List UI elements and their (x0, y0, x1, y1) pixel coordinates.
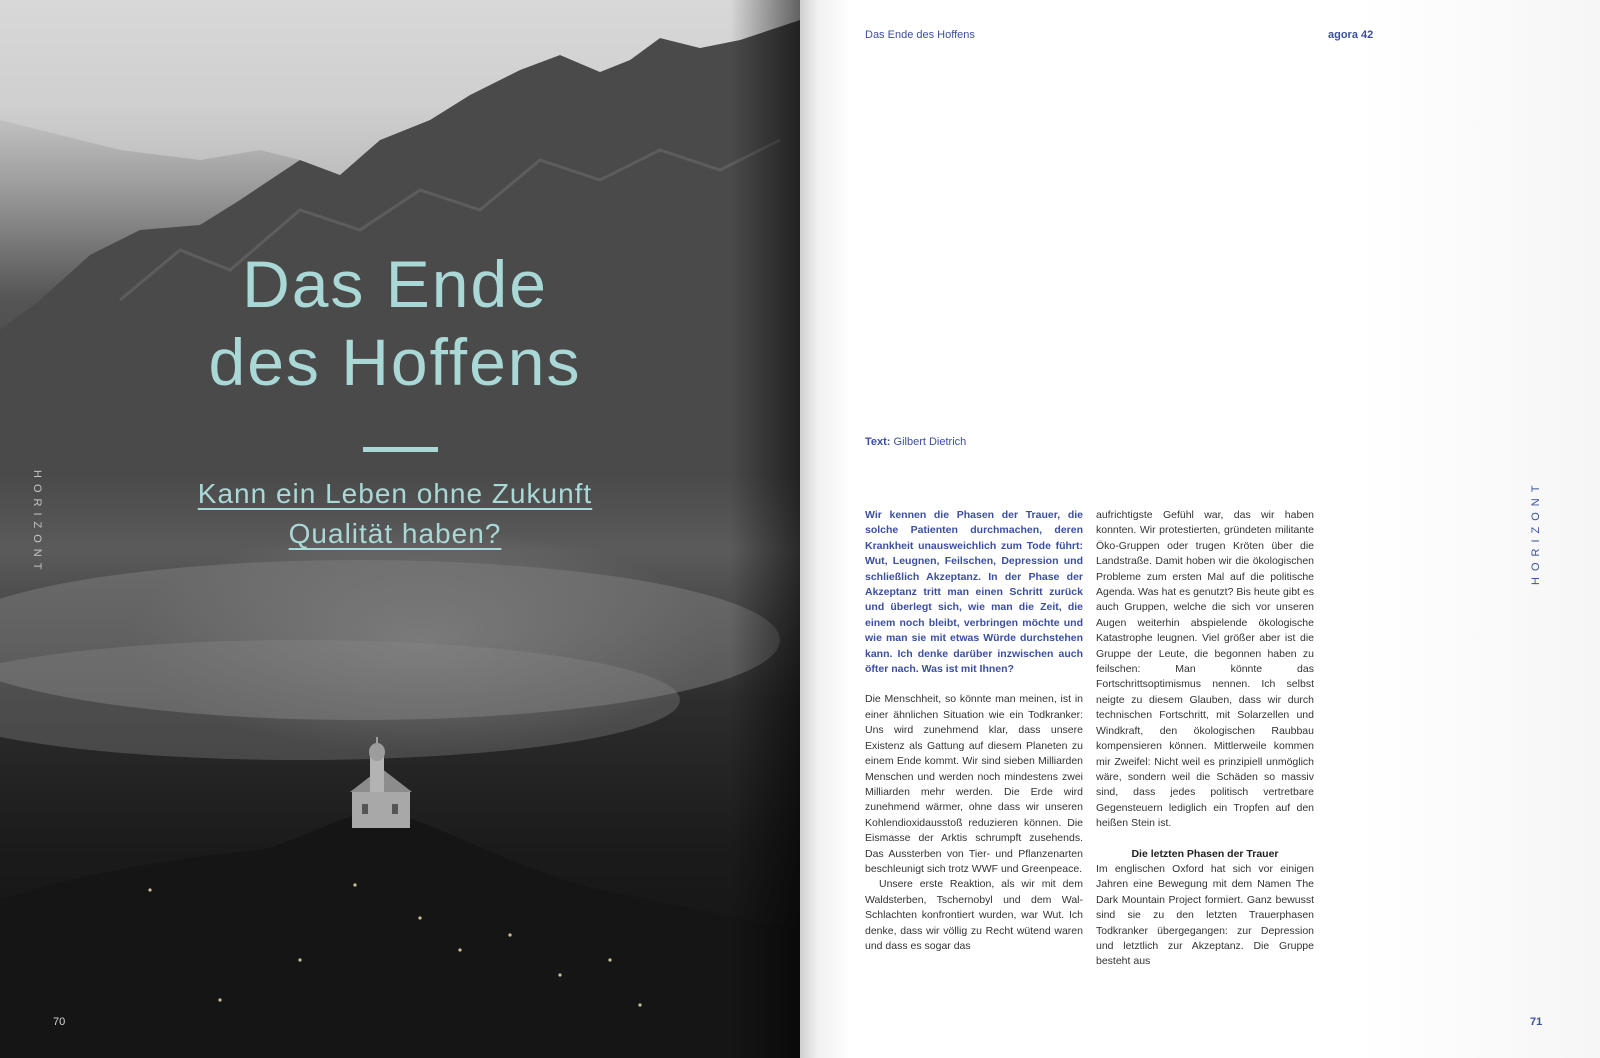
byline-label: Text: (865, 436, 891, 448)
byline-author: Gilbert Dietrich (893, 436, 967, 448)
right-page (800, 0, 1600, 1058)
page-number-right: 71 (1530, 1016, 1543, 1028)
body-paragraph: Unsere erste Reaktion, als wir mit dem Waldsterben, Tschernobyl und dem Wal-Schlachten konfrontiert wurden, war Wut. Ich denke, dass wir völlig zu Recht wütend waren und dass es sogar das (865, 878, 1083, 952)
article-title (100, 245, 690, 401)
spine-shadow (730, 0, 800, 1058)
section-label-right: HORIZONT (1530, 479, 1542, 585)
page-number-left: 70 (53, 1016, 66, 1028)
title-line-2: des Hoffens (208, 325, 582, 399)
section-label-left: HORIZONT (31, 470, 43, 576)
subtitle-line-2: Qualität haben? (288, 518, 502, 549)
running-title: Das Ende des Hoffens (865, 29, 975, 41)
article-subtitle (100, 474, 690, 554)
body-paragraph: Im englischen Oxford hat sich vor einigen Jahren eine Bewegung mit dem Namen The Dark Mountain Project formiert. Ganz bewusst sind sie zu den letzten Trauerphasen Todkranker übergegangen: zur Depression und letztlich zur Akzeptanz. Die Gruppe besteht aus (1096, 862, 1314, 968)
section-subheading: Die letzten Phasen der Trauer (1131, 847, 1279, 860)
lead-paragraph: Wir kennen die Phasen der Trauer, die solche Patienten durchmachen, deren Krankheit unausweichlich zum Tode führt: Wut, Leugnen, Feilschen, Depression und schließlich Akzeptanz. In der Phase der Akzeptanz tritt man einen Schritt zurück und überlegt sich, wie man die Zeit, die einem noch bleibt, verbringen möchte und wie man sie mit etwas Würde durchstehen kann. Ich denke darüber inzwischen auch öfter nach. Was ist mit Ihnen? (865, 509, 1083, 676)
issue-label: agora 42 (1328, 29, 1374, 41)
text-column-2 (1096, 508, 1314, 970)
title-line-1: Das Ende (242, 247, 548, 321)
body-paragraph: Die Menschheit, so könnte man meinen, ist in einer ähnlichen Situation wie ein Todkranker: Uns wird zunehmend klar, dass unsere Existenz als Gattung auf diesem Planeten zu einem Ende kommt. Wir sind sieben Milliarden Menschen und werden noch mindestens zwei Milliarden mehr werden. Die Erde wird zunehmend wärmer, ohne dass wir unseren Kohlendioxidausstoß reduzieren können. Die Eismasse der Arktis schrumpft zusehends. Das Aussterben von Tier- und Pflanzenarten beschleunigt sich trotz WWF und Greenpeace. (865, 693, 1083, 875)
title-divider (363, 447, 438, 452)
subtitle-line-1: Kann ein Leben ohne Zukunft (197, 478, 593, 509)
text-column-1 (865, 508, 1083, 954)
byline (865, 436, 966, 448)
body-paragraph: aufrichtigste Gefühl war, das wir haben konnten. Wir protestierten, gründeten militante Öko-Gruppen oder trugen Kröten über die Landstraße. Damit hoben wir die ökologischen Probleme zum ersten Mal auf die politische Agenda. Was hat es genutzt? Bis heute gibt es auch Gruppen, welche die sich vor unseren Augen weiterhin abspielende ökologische Katastrophe leugnen. Viel größer aber ist die Gruppe der Leute, die begonnen haben zu feilschen: Man könnte das Fortschrittsoptimismus nennen. Ich selbst neigte zu diesem Glauben, dass wir durch technischen Fortschritt, mit Solarzellen und Windkraft, den ökologischen Raubbau kompensieren können. Mittlerweile kommen mir Zweifel: Nicht weil es prinzipiell unmöglich wäre, sondern weil die Schäden so massiv sind, dass jedes politisch vertretbare Gegensteuern lediglich ein Tropfen auf den heißen Stein ist. (1096, 509, 1314, 830)
